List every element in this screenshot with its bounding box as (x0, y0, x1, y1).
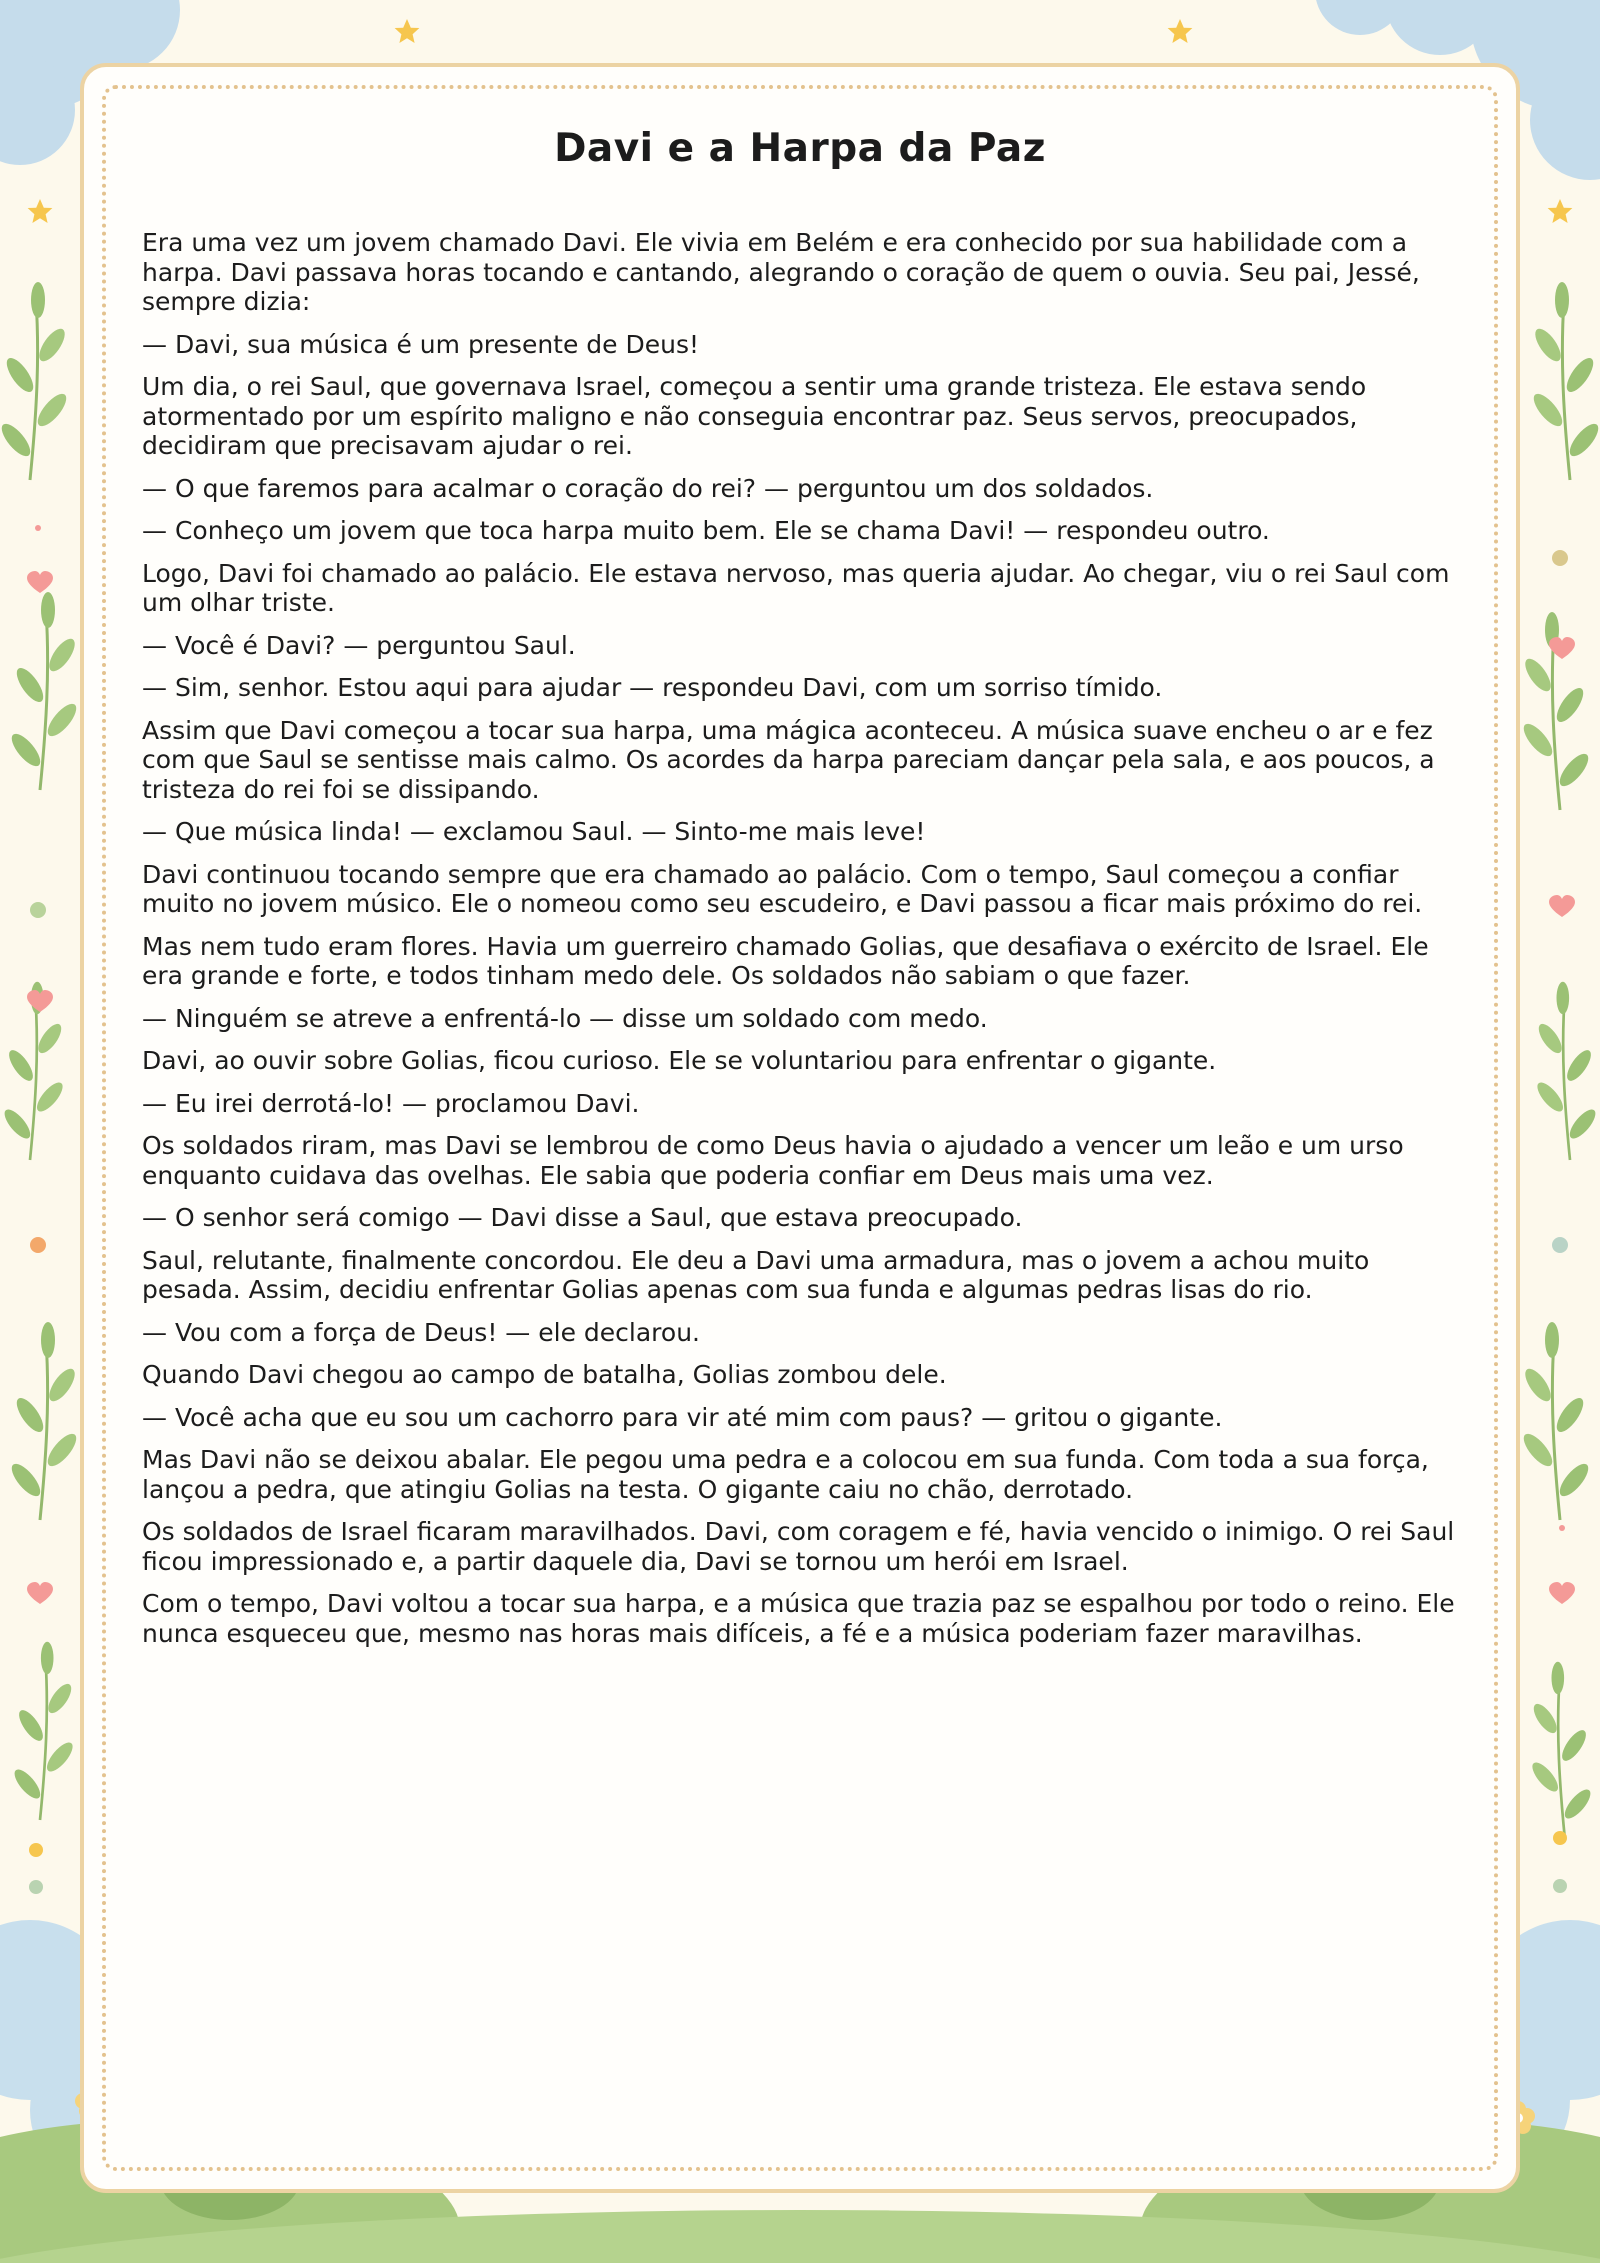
story-paragraph: Davi continuou tocando sempre que era chamado ao palácio. Com o tempo, Saul começou a confiar muito no jovem músico. Ele o nomeou como seu escudeiro, e Davi passou a ficar mais próximo do rei. (142, 859, 1423, 918)
story-paragraph: — Sim, senhor. Estou aqui para ajudar — respondeu Davi, com um sorriso tímido. (142, 673, 1163, 702)
story-paragraph: — Você acha que eu sou um cachorro para vir até mim com paus? — gritou o gigante. (142, 1402, 1223, 1432)
story-paragraph: Saul, relutante, finalmente concordou. Ele deu a Davi uma armadura, mas o jovem a achou muito pesada. Assim, decidiu enfrentar Golias apenas com sua funda e algumas pedras lisas do rio. (142, 1245, 1370, 1304)
story-paragraph: — Que música linda! — exclamou Saul. — Sinto-me mais leve! (142, 817, 926, 846)
star-icon (395, 19, 420, 43)
story-paragraph: — Davi, sua música é um presente de Deus! (142, 329, 700, 359)
story-paragraph: Era uma vez um jovem chamado Davi. Ele vivia em Belém e era conhecido por sua habilidade com a harpa. Davi passava horas tocando e cantando, alegrando o coração de quem o ouvia. Seu pai, Jessé, sempre dizia: (142, 228, 1420, 316)
star-icon (1548, 199, 1573, 223)
heart-icon (27, 1582, 53, 1604)
story-paragraph: — Ninguém se atreve a enfrentá-lo — disse um soldado com medo. (142, 1003, 988, 1033)
leaf-icon (1528, 1662, 1595, 1840)
story-text (142, 228, 1458, 1661)
leaf-icon (0, 282, 71, 480)
story-paragraph: Mas Davi não se deixou abalar. Ele pegou uma pedra e a colocou em sua funda. Com toda a sua força, lançou a pedra, que atingiu Golias na testa. O gigante caiu no chão, derrotado. (142, 1445, 1429, 1504)
leaf-icon (1533, 982, 1600, 1160)
leaf-icon (1519, 1322, 1593, 1520)
leaf-icon (0, 982, 67, 1160)
story-paragraph: Os soldados riram, mas Davi se lembrou de como Deus havia o ajudado a vencer um leão e um urso enquanto cuidava das ovelhas. Ele sabia que poderia confiar em Deus mais uma vez. (142, 1131, 1404, 1190)
leaf-icon (7, 592, 81, 790)
story-paragraph: Um dia, o rei Saul, que governava Israel, começou a sentir uma grande tristeza. Ele estava sendo atormentado por um espírito maligno e não conseguia encontrar paz. Seus servos, preocupados, decidiram que precisavam ajudar o rei. (142, 372, 1367, 460)
leaf-icon (10, 1642, 77, 1820)
story-paragraph: Davi, ao ouvir sobre Golias, ficou curioso. Ele se voluntariou para enfrentar o gigante. (142, 1046, 1217, 1075)
story-paragraph: — O senhor será comigo — Davi disse a Saul, que estava preocupado. (142, 1203, 1023, 1232)
leaf-icon (1529, 282, 1600, 480)
star-icon (28, 199, 53, 223)
heart-icon (1549, 895, 1575, 917)
heart-icon (27, 571, 53, 593)
story-paragraph: Logo, Davi foi chamado ao palácio. Ele estava nervoso, mas queria ajudar. Ao chegar, viu o rei Saul com um olhar triste. (142, 558, 1450, 617)
page-title: Davi e a Harpa da Paz (554, 126, 1046, 171)
leaf-icon (7, 1322, 81, 1520)
story-paragraph: Com o tempo, Davi voltou a tocar sua harpa, e a música que trazia paz se espalhou por todo o reino. Ele nunca esqueceu que, mesmo nas horas mais difíceis, a fé e a música poderiam fazer maravilhas. (142, 1589, 1455, 1648)
heart-icon (1549, 1582, 1575, 1604)
story-paragraph: Quando Davi chegou ao campo de batalha, Golias zombou dele. (142, 1360, 947, 1389)
story-paragraph: Assim que Davi começou a tocar sua harpa, uma mágica aconteceu. A música suave encheu o ar e fez com que Saul se sentisse mais calmo. Os acordes da harpa pareciam dançar pela sala, e aos poucos, a tristeza do rei foi se dissipando. (142, 715, 1435, 804)
story-paragraph: — Vou com a força de Deus! — ele declarou. (142, 1317, 700, 1347)
story-paragraph: — O que faremos para acalmar o coração do rei? — perguntou um dos soldados. (142, 473, 1154, 503)
story-paragraph: — Você é Davi? — perguntou Saul. (142, 630, 576, 660)
story-paragraph: Os soldados de Israel ficaram maravilhados. Davi, com coragem e fé, havia vencido o inimigo. O rei Saul ficou impressionado e, a partir daquele dia, Davi se tornou um herói em Israel. (142, 1517, 1455, 1576)
story-paragraph: — Eu irei derrotá-lo! — proclamou Davi. (142, 1088, 640, 1118)
star-icon (1168, 19, 1193, 43)
story-paragraph: — Conheço um jovem que toca harpa muito bem. Ele se chama Davi! — respondeu outro. (142, 516, 1270, 545)
story-paragraph: Mas nem tudo eram flores. Havia um guerreiro chamado Golias, que desafiava o exército de Israel. Ele era grande e forte, e todos tinham medo dele. Os soldados não sabiam o que fazer. (142, 931, 1429, 990)
